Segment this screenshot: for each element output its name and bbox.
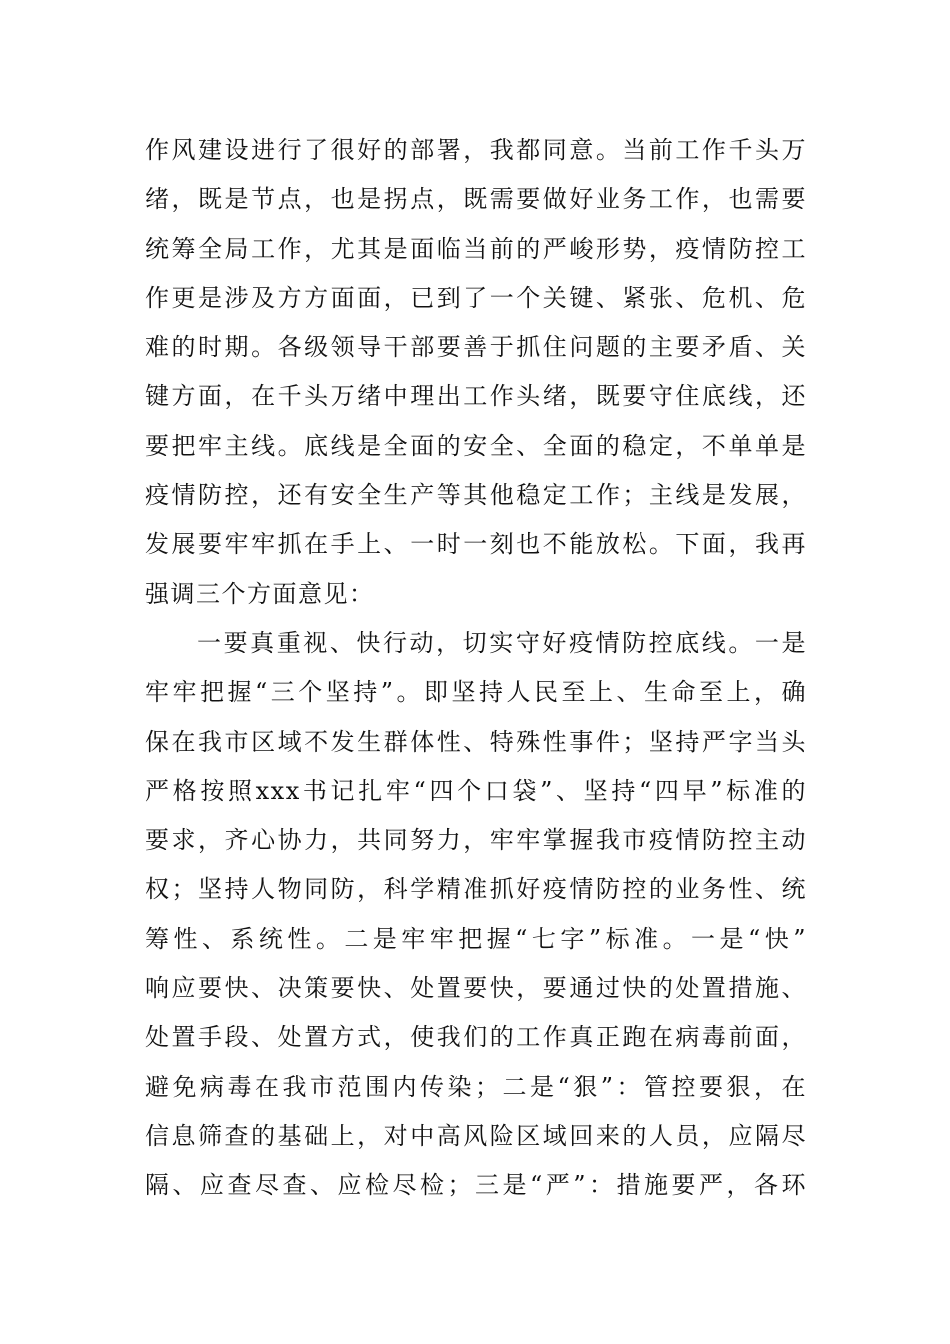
text-line: 绪，既是节点，也是拐点，既需要做好业务工作，也需要 [145,185,807,214]
text-line: 作更是涉及方方面面，已到了一个关键、紧张、危机、危 [145,283,807,312]
text-line: 处置手段、处置方式，使我们的工作真正跑在病毒前面， [145,1023,807,1052]
text-line: 隔、应查尽查、应检尽检；三是“严”：措施要严，各环 [145,1171,807,1200]
text-line: 响应要快、决策要快、处置要快，要通过快的处置措施、 [145,974,807,1003]
text-line: 统筹全局工作，尤其是面临当前的严峻形势，疫情防控工 [145,234,807,263]
text-line: 键方面，在千头万绪中理出工作头绪，既要守住底线，还 [145,382,807,411]
text-line: 要求，齐心协力，共同努力，牢牢掌握我市疫情防控主动 [145,826,807,855]
text-line: 疫情防控，还有安全生产等其他稳定工作；主线是发展， [145,481,807,510]
text-line: 作风建设进行了很好的部署，我都同意。当前工作千头万 [145,136,807,164]
text-line: 筹性、系统性。二是牢牢把握“七字”标准。一是“快” [145,924,807,953]
paragraph-first-line: 一要真重视、快行动，切实守好疫情防控底线。一是 [197,628,807,657]
text-line: 权；坚持人物同防，科学精准抓好疫情防控的业务性、统 [145,875,807,904]
text-line: 发展要牢牢抓在手上、一时一刻也不能放松。下面，我再 [145,530,807,559]
text-line: 强调三个方面意见： [145,579,375,608]
text-line: 避免病毒在我市范围内传染；二是“狠”：管控要狠，在 [145,1072,807,1101]
text-line: 要把牢主线。底线是全面的安全、全面的稳定，不单单是 [145,431,807,460]
text-line: 保在我市区域不发生群体性、特殊性事件；坚持严字当头 [145,727,807,756]
text-line: 难的时期。各级领导干部要善于抓住问题的主要矛盾、关 [145,333,807,362]
text-line: 信息筛查的基础上，对中高风险区域回来的人员，应隔尽 [145,1121,807,1150]
text-line: 严格按照xxx书记扎牢“四个口袋”、坚持“四早”标准的 [145,776,807,805]
text-line: 牢牢把握“三个坚持”。即坚持人民至上、生命至上，确 [145,678,807,707]
body-text [145,126,807,1211]
